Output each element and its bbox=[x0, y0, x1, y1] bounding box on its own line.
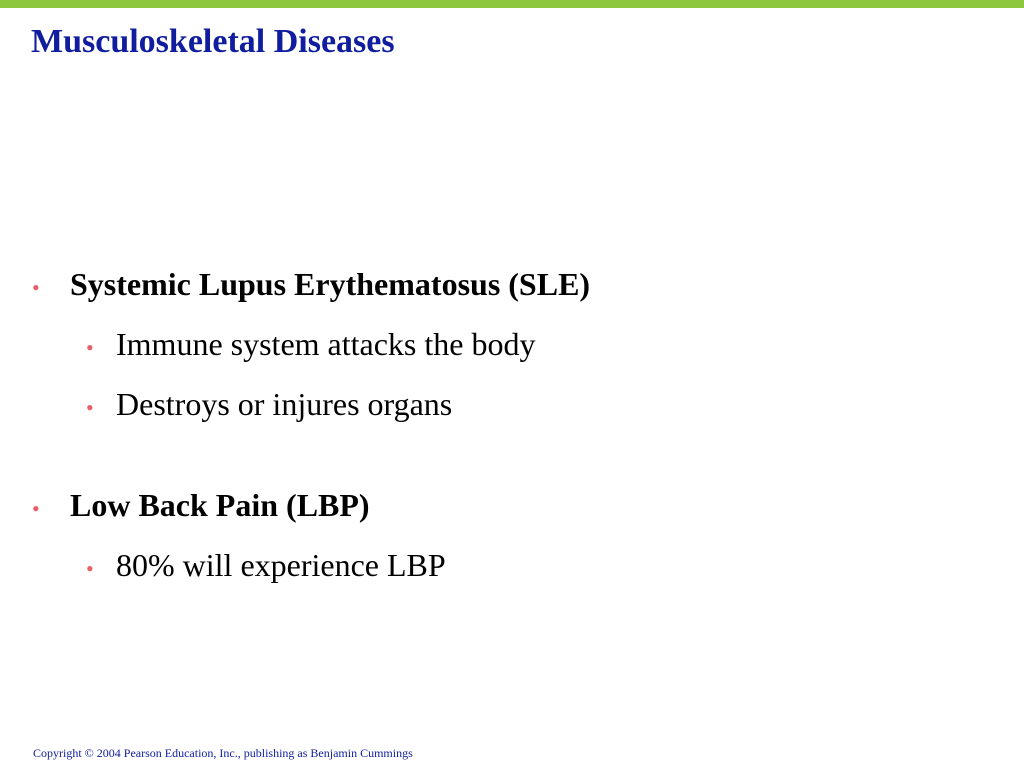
sub-bullet-text: 80% will experience LBP bbox=[116, 547, 446, 583]
slide-title: Musculoskeletal Diseases bbox=[31, 23, 395, 60]
sub-bullet-item: • Immune system attacks the body bbox=[86, 326, 536, 362]
bullet-item-sle: • Systemic Lupus Erythematosus (SLE) bbox=[32, 266, 591, 302]
top-accent-bar bbox=[0, 0, 1024, 8]
sub-bullet-text: Destroys or injures organs bbox=[116, 386, 453, 422]
bullet-text: Systemic Lupus Erythematosus (SLE) bbox=[70, 266, 591, 302]
copyright-footer: Copyright © 2004 Pearson Education, Inc., publishing as Benjamin Cummings bbox=[33, 746, 413, 760]
bullet-text: Low Back Pain (LBP) bbox=[70, 487, 370, 523]
sub-bullet-item: • Destroys or injures organs bbox=[86, 386, 453, 422]
bullet-item-lbp: • Low Back Pain (LBP) bbox=[32, 487, 370, 523]
sub-bullet-text: Immune system attacks the body bbox=[116, 326, 536, 362]
sub-bullet-item: • 80% will experience LBP bbox=[86, 547, 446, 583]
